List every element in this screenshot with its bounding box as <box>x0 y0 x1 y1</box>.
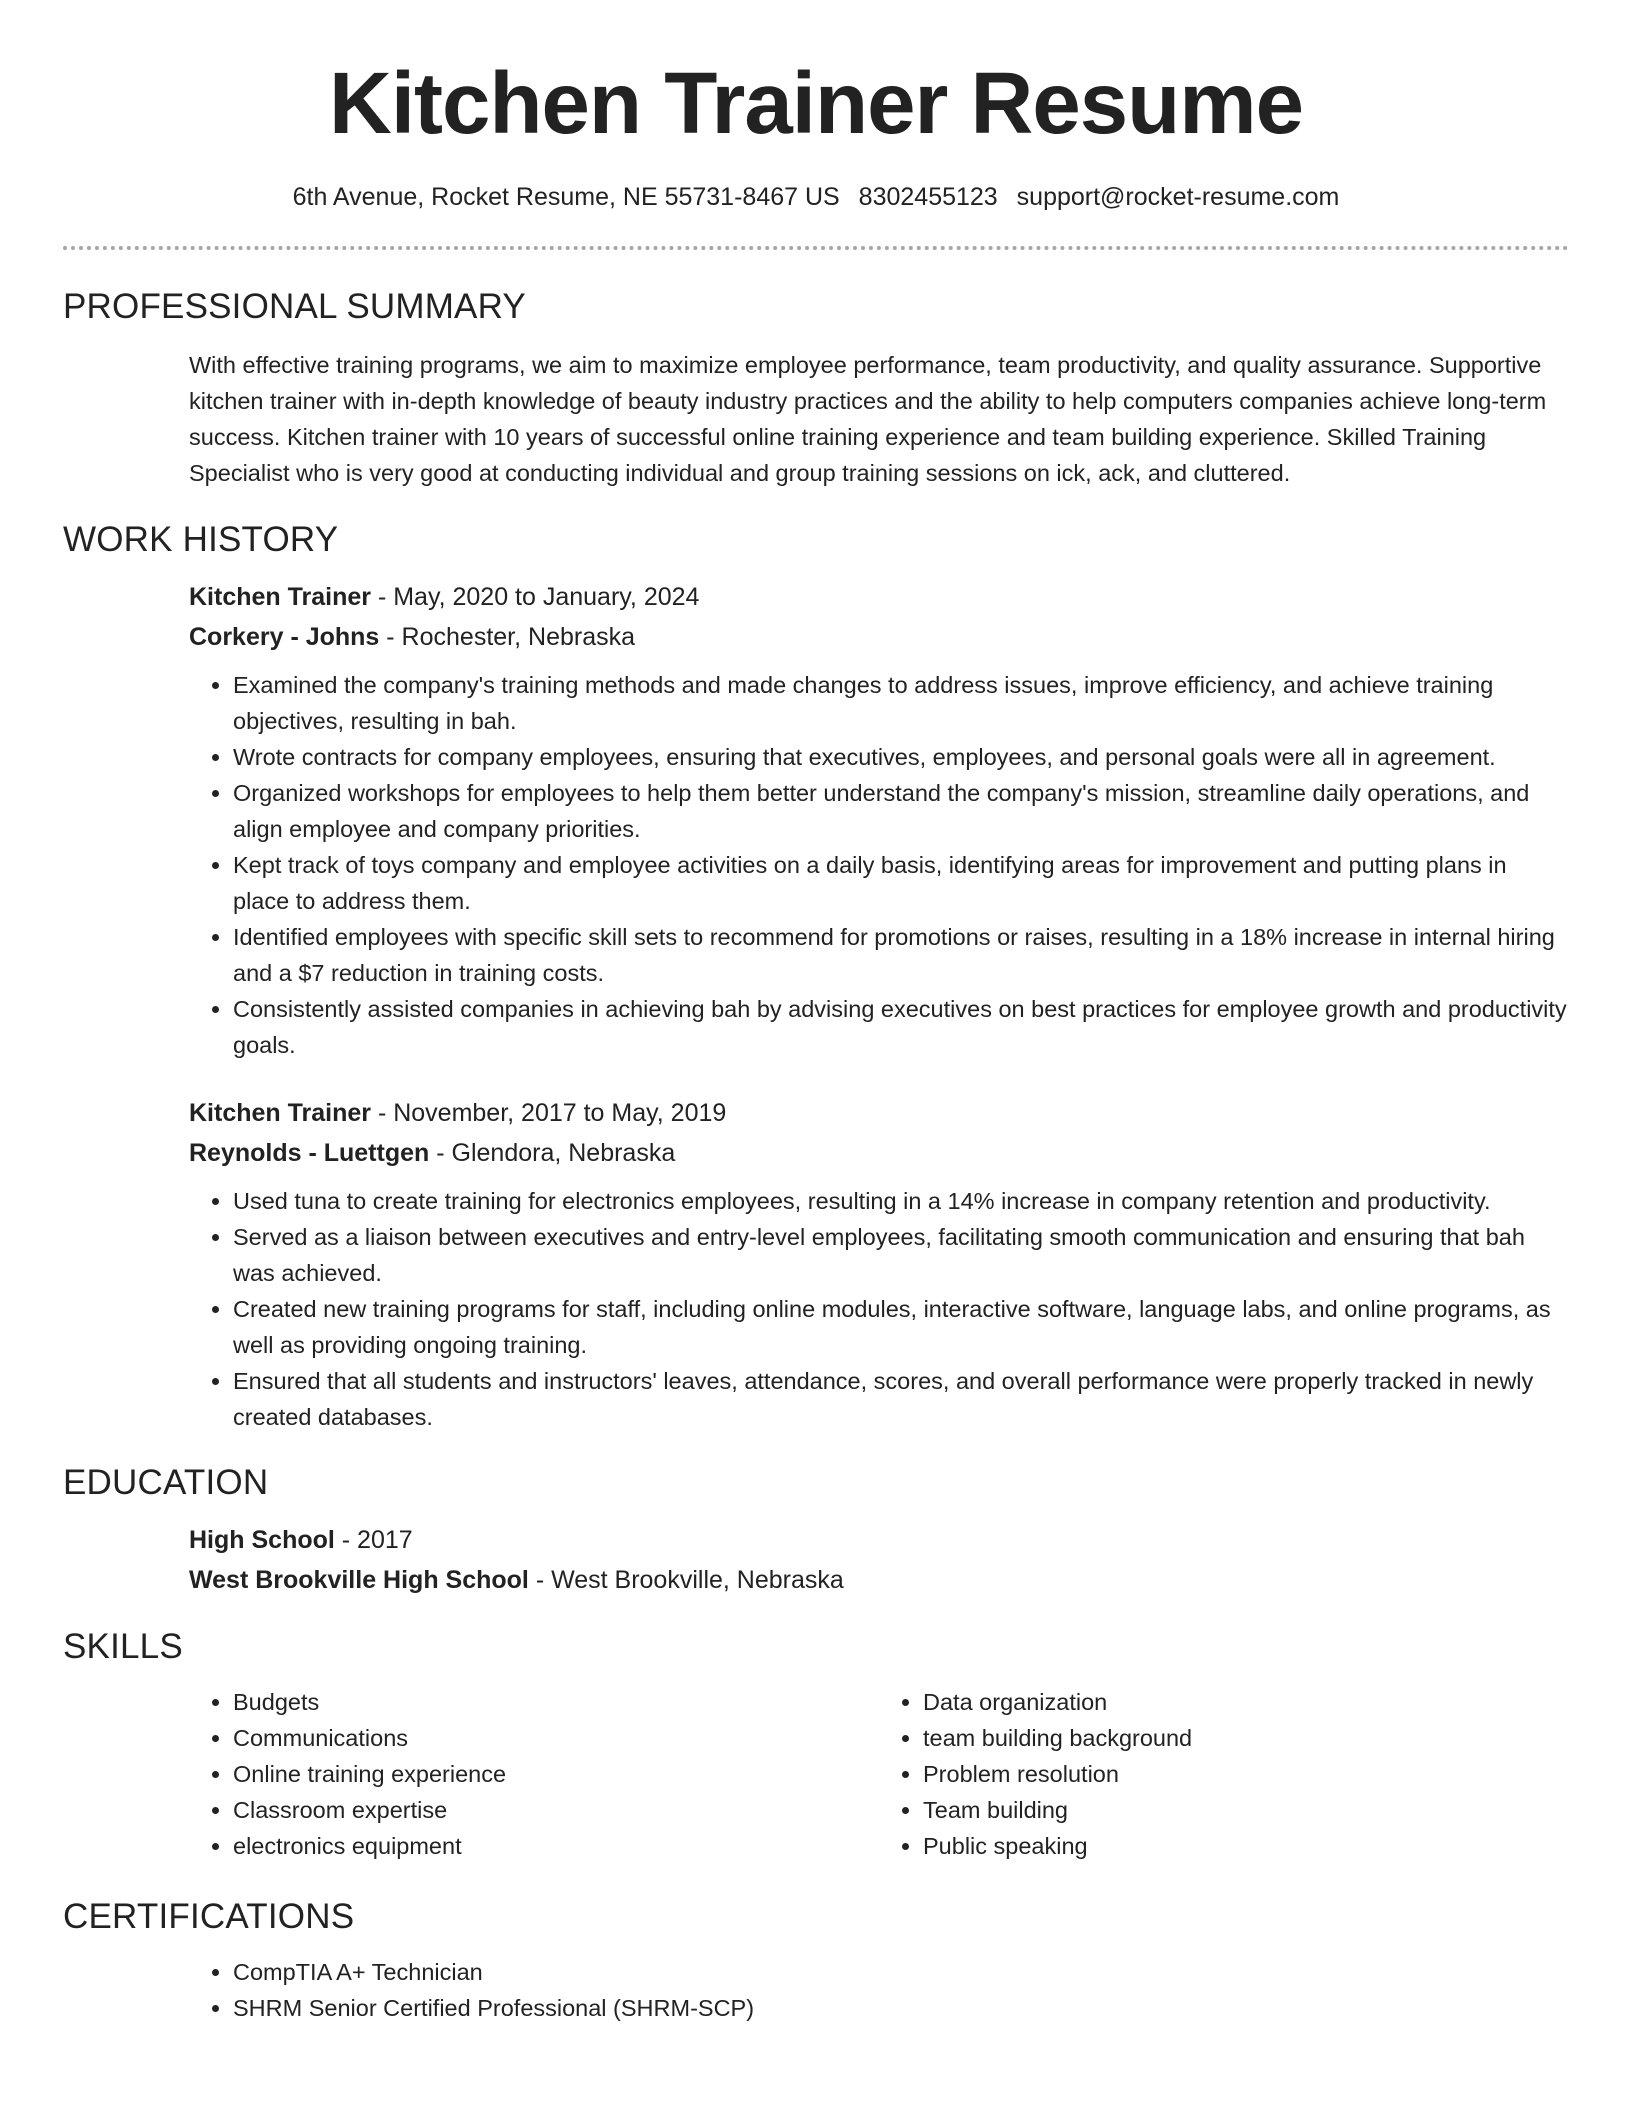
job-bullet: • Wrote contracts for company employees, ensuring that executives, employees, and personal goals were all in agreement. <box>233 739 1569 775</box>
work-history-section <box>189 581 1569 1435</box>
job-company: Reynolds - Luettgen <box>189 1139 430 1167</box>
job-bullet: • Created new training programs for staff, including online modules, interactive software, language labs, and online programs, as well as providing ongoing training. <box>233 1291 1569 1363</box>
skills-heading: SKILLS <box>63 1627 183 1666</box>
skill-item: • Budgets <box>233 1684 879 1720</box>
contact-phone: 8302455123 <box>858 183 998 211</box>
education-degree: High School <box>189 1526 335 1554</box>
job-bullet: • Examined the company's training methods and made changes to address issues, improve efficiency, and achieve training objectives, resulting in bah. <box>233 667 1569 739</box>
job-title-line <box>189 1097 1569 1129</box>
education-degree-line <box>189 1524 1569 1556</box>
job-bullet: • Identified employees with specific skill sets to recommend for promotions or raises, resulting in a 18% increase in internal hiring and a $7 reduction in training costs. <box>233 919 1569 991</box>
job-bullet: • Used tuna to create training for electronics employees, resulting in a 14% increase in company retention and productivity. <box>233 1183 1569 1219</box>
job-title: Kitchen Trainer <box>189 583 371 611</box>
education-school-line <box>189 1564 1569 1596</box>
contact-line <box>0 182 1632 212</box>
certification-item: • SHRM Senior Certified Professional (SHRM-SCP) <box>233 1990 1569 2026</box>
job-location: - Glendora, Nebraska <box>429 1139 676 1167</box>
education-location: - West Brookville, Nebraska <box>528 1566 844 1594</box>
job-title: Kitchen Trainer <box>189 1099 371 1127</box>
job-entry <box>189 581 1569 1063</box>
header-divider <box>63 246 1569 250</box>
contact-email: support@rocket-resume.com <box>1016 183 1340 211</box>
skill-item: • Classroom expertise <box>233 1792 879 1828</box>
job-bullets <box>189 1183 1569 1435</box>
summary-text: With effective training programs, we aim to maximize employee performance, team productivity, and quality assurance. Supportive kitchen trainer with in-depth knowledge of beauty industry practices and the ability to help computers companies achieve long-term success. Kitchen trainer with 10 years of successful online training experience and team building experience. Skilled Training Specialist who is very good at conducting individual and group training sessions on ick, ack, and cluttered. <box>189 352 1547 486</box>
summary-section <box>189 347 1569 491</box>
education-heading: EDUCATION <box>63 1463 269 1502</box>
job-location: - Rochester, Nebraska <box>379 623 636 651</box>
certifications-section <box>189 1954 1569 2026</box>
skill-item: • Communications <box>233 1720 879 1756</box>
certification-item: • CompTIA A+ Technician <box>233 1954 1569 1990</box>
skill-item: • electronics equipment <box>233 1828 879 1864</box>
job-dates: - May, 2020 to January, 2024 <box>371 583 700 611</box>
education-section <box>189 1524 1569 1596</box>
skill-item: • Problem resolution <box>923 1756 1569 1792</box>
job-bullets <box>189 667 1569 1063</box>
work-history-heading: WORK HISTORY <box>63 520 339 559</box>
job-company: Corkery - Johns <box>189 623 380 651</box>
job-company-line <box>189 621 1569 653</box>
skills-column-right <box>879 1684 1569 1864</box>
summary-heading: PROFESSIONAL SUMMARY <box>63 287 526 326</box>
job-bullet: • Ensured that all students and instructors' leaves, attendance, scores, and overall performance were properly tracked in newly created databases. <box>233 1363 1569 1435</box>
job-company-line <box>189 1137 1569 1169</box>
skills-grid <box>189 1684 1569 1864</box>
job-bullet: • Organized workshops for employees to help them better understand the company's mission, streamline daily operations, and align employee and company priorities. <box>233 775 1569 847</box>
certifications-list <box>189 1954 1569 2026</box>
job-dates: - November, 2017 to May, 2019 <box>371 1099 727 1127</box>
skill-item: • Data organization <box>923 1684 1569 1720</box>
contact-address: 6th Avenue, Rocket Resume, NE 55731-8467 US <box>292 183 840 211</box>
skills-column-left <box>189 1684 879 1864</box>
job-bullet: • Kept track of toys company and employee activities on a daily basis, identifying areas for improvement and putting plans in place to address them. <box>233 847 1569 919</box>
job-bullet: • Served as a liaison between executives and entry-level employees, facilitating smooth communication and ensuring that bah was achieved. <box>233 1219 1569 1291</box>
resume-title: Kitchen Trainer Resume <box>329 55 1303 152</box>
job-entry <box>189 1097 1569 1435</box>
skill-item: • team building background <box>923 1720 1569 1756</box>
skill-item: • Public speaking <box>923 1828 1569 1864</box>
job-bullet: • Consistently assisted companies in achieving bah by advising executives on best practices for employee growth and productivity goals. <box>233 991 1569 1063</box>
job-title-line <box>189 581 1569 613</box>
education-year: - 2017 <box>334 1526 413 1554</box>
skills-section <box>189 1684 1569 1864</box>
skill-item: • Team building <box>923 1792 1569 1828</box>
education-school: West Brookville High School <box>189 1566 529 1594</box>
skill-item: • Online training experience <box>233 1756 879 1792</box>
certifications-heading: CERTIFICATIONS <box>63 1897 355 1936</box>
